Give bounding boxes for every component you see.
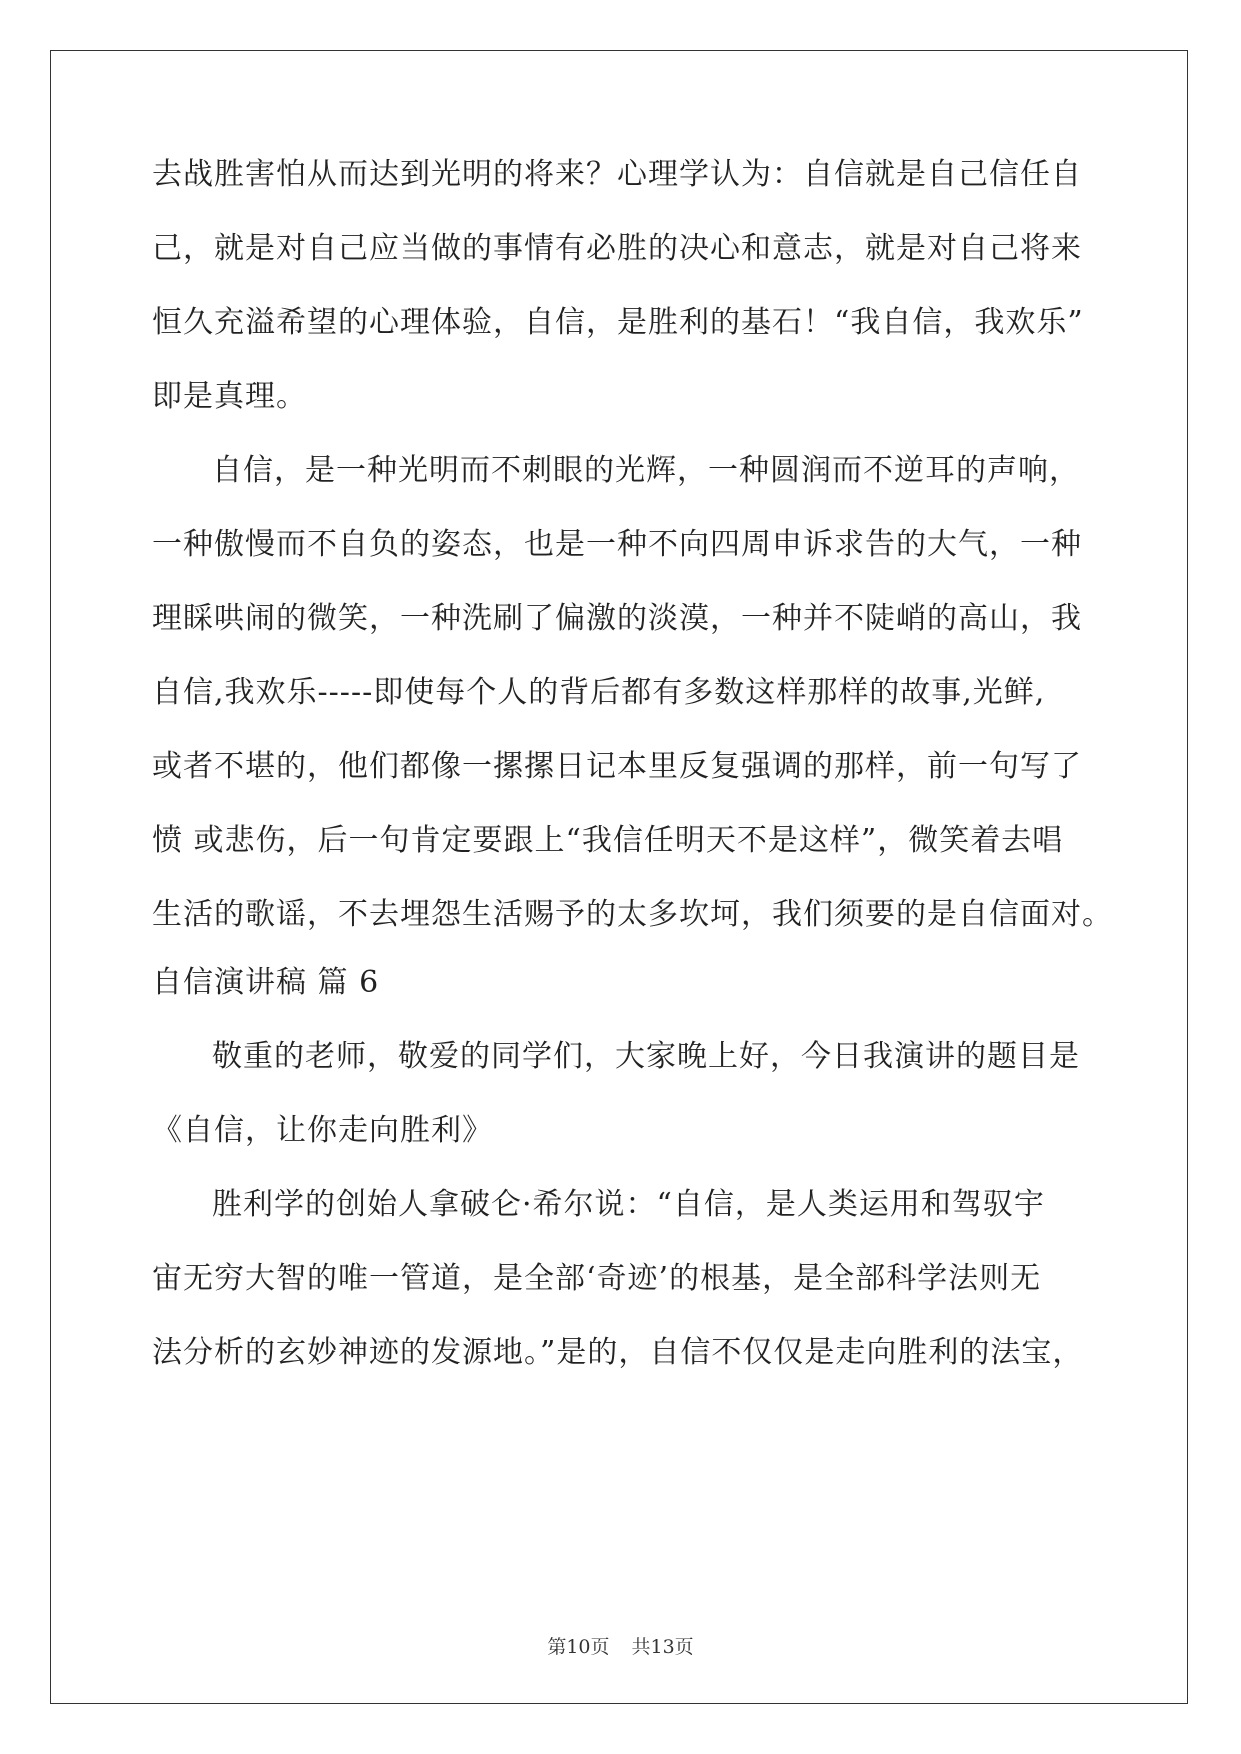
text-line: 敬重的老师，敬爱的同学们，大家晚上好，今日我演讲的题目是 xyxy=(212,1039,1080,1074)
text-line: 一种傲慢而不自负的姿态，也是一种不向四周申诉求告的大气，一种 xyxy=(152,527,1082,562)
text-line: 即是真理。 xyxy=(152,379,307,414)
text-line: 愤 或悲伤，后一句肯定要跟上“我信任明天不是这样”，微笑着去唱 xyxy=(152,823,1064,858)
text-line: 理睬哄闹的微笑，一种洗刷了偏激的淡漠，一种并不陡峭的高山，我 xyxy=(152,601,1082,636)
page-border xyxy=(50,50,1188,1704)
text-line: 己，就是对自己应当做的事情有必胜的决心和意志，就是对自己将来 xyxy=(152,231,1082,266)
page-footer xyxy=(0,1632,1241,1659)
text-line: 恒久充溢希望的心理体验，自信，是胜利的基石！“我自信，我欢乐” xyxy=(152,305,1084,340)
text-line: 生活的歌谣，不去埋怨生活赐予的太多坎坷，我们须要的是自信面对。 xyxy=(152,897,1113,932)
text-line: 或者不堪的，他们都像一摞摞日记本里反复强调的那样，前一句写了 xyxy=(152,749,1082,784)
text-line: 法分析的玄妙神迹的发源地。”是的，自信不仅仅是走向胜利的法宝， xyxy=(152,1335,1084,1370)
text-line: 胜利学的创始人拿破仑·希尔说：“自信，是人类运用和驾驭宇 xyxy=(212,1187,1045,1222)
text-line: 宙无穷大智的唯一管道，是全部‘奇迹’的根基，是全部科学法则无 xyxy=(152,1261,1042,1296)
section-heading: 自信演讲稿 篇 6 xyxy=(152,965,380,1000)
text-line: 自信，是一种光明而不刺眼的光辉，一种圆润而不逆耳的声响， xyxy=(212,453,1080,488)
page-total: 共13页 xyxy=(631,1636,694,1658)
text-line: 《自信，让你走向胜利》 xyxy=(152,1113,493,1148)
text-line: 自信,我欢乐-----即使每个人的背后都有多数这样那样的故事,光鲜, xyxy=(152,675,1046,710)
text-line: 去战胜害怕从而达到光明的将来？心理学认为：自信就是自己信任自 xyxy=(152,157,1082,192)
page-number: 第10页 xyxy=(547,1636,610,1658)
